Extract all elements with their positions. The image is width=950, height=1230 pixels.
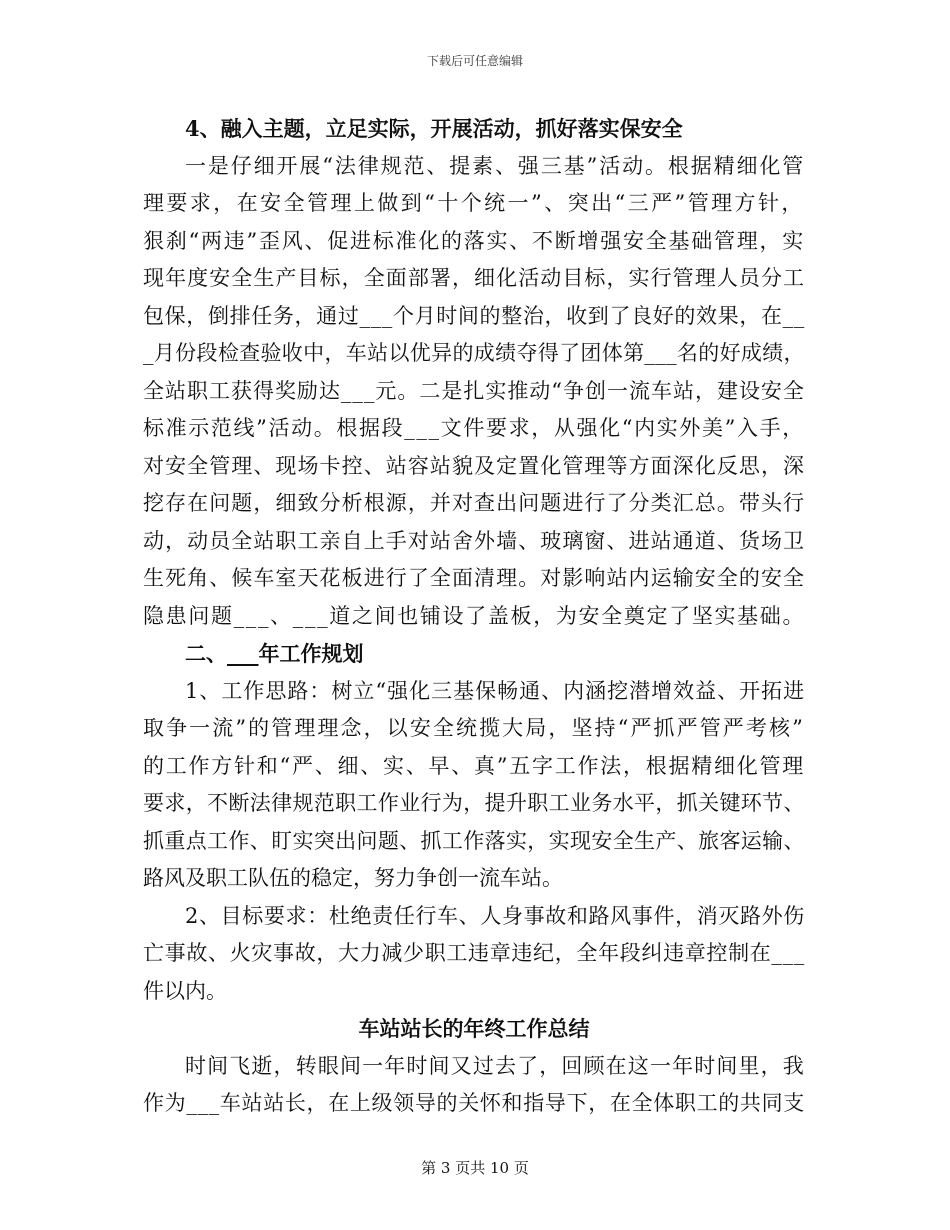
paragraph-line: 隐患问题___、___道之间也铺设了盖板，为安全奠定了坚实基础。	[143, 603, 805, 628]
section-heading: 二、___年工作规划	[185, 641, 364, 666]
paragraph-line: 要求，不断法律规范职工作业行为，提升职工业务水平，抓关键环节、	[143, 791, 805, 815]
paragraph-line: 亡事故、火灾事故，大力减少职工违章违纪，全年段纠违章控制在___	[143, 941, 805, 965]
paragraph-line: 全站职工获得奖励达___元。二是扎实推动“争创一流车站，建设安全	[143, 378, 805, 403]
page-footer: 第 3 页共 10 页	[421, 1159, 529, 1177]
paragraph-line: 动，动员全站职工亲自上手对站舍外墙、玻璃窗、进站通道、货场卫	[143, 528, 805, 553]
paragraph-line: 狠刹“两违”歪风、促进标准化的落实、不断增强安全基础管理，实	[143, 228, 805, 253]
paragraph-line: 标准示范线”活动。根据段___文件要求，从强化“内实外美”入手，	[143, 416, 805, 440]
paragraph-line: 作为___车站站长，在上级领导的关怀和指导下，在全体职工的共同支	[143, 1091, 805, 1115]
paragraph-line: 抓重点工作、盯实突出问题、抓工作落实，实现安全生产、旅客运输、	[143, 828, 805, 853]
paragraph-line: 时间飞逝，转眼间一年时间又过去了，回顾在这一年时间里，我	[185, 1053, 805, 1078]
paragraph-line: 现年度安全生产目标，全面部署，细化活动目标，实行管理人员分工	[143, 266, 805, 290]
paragraph-line: 取争一流”的管理理念，以安全统揽大局，坚持“严抓严管严考核”	[143, 716, 805, 740]
paragraph-line: 1、工作思路：树立“强化三基保畅通、内涵挖潜增效益、开拓进	[185, 678, 805, 703]
paragraph-line: 生死角、候车室天花板进行了全面清理。对影响站内运输安全的安全	[143, 566, 805, 590]
page-header: 下载后可任意编辑	[426, 54, 523, 68]
paragraph-line: 挖存在问题，细致分析根源，并对查出问题进行了分类汇总。带头行	[143, 491, 805, 515]
paragraph-line: 2、目标要求：杜绝责任行车、人身事故和路风事件，消灭路外伤	[185, 903, 805, 928]
paragraph-line: 对安全管理、现场卡控、站容站貌及定置化管理等方面深化反思，深	[143, 453, 805, 478]
paragraph-line: 件以内。	[143, 978, 227, 1003]
document-body	[143, 110, 805, 1123]
paragraph-line: 路风及职工队伍的稳定，努力争创一流车站。	[143, 866, 563, 890]
paragraph-line: 理要求，在安全管理上做到“十个统一”、突出“三严”管理方针，	[143, 191, 805, 215]
paragraph-line: 的工作方针和“严、细、实、早、真”五字工作法，根据精细化管理	[143, 753, 805, 778]
paragraph-line: 一是仔细开展“法律规范、提素、强三基”活动。根据精细化管	[185, 153, 805, 178]
section-heading: 4、融入主题，立足实际，开展活动，抓好落实保安全	[185, 116, 683, 141]
section-heading: 车站站长的年终工作总结	[358, 1016, 590, 1041]
paragraph-line: 包保，倒排任务，通过___个月时间的整治，收到了良好的效果，在__	[143, 303, 805, 328]
paragraph-line: _月份段检查验收中，车站以优异的成绩夺得了团体第___名的好成绩，	[143, 341, 805, 365]
